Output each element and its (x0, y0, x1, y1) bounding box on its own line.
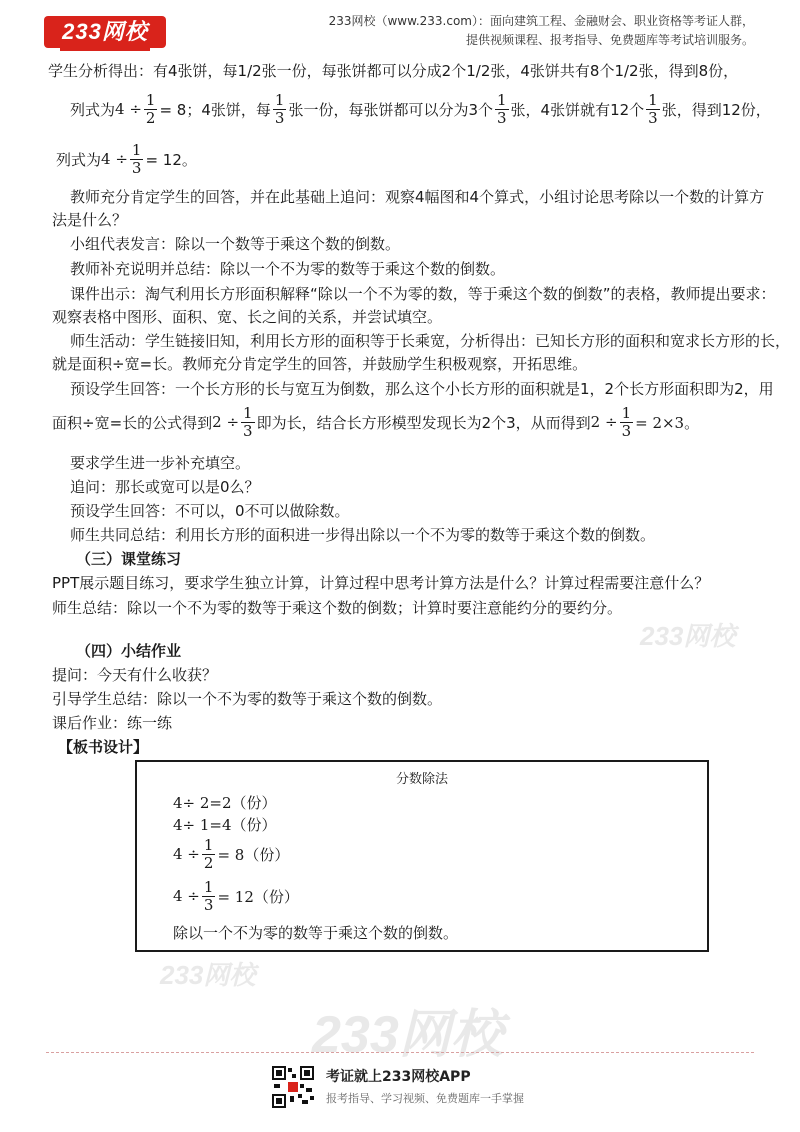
board-line: 4÷ 1=4（份） (173, 816, 277, 834)
numerator: 1 (145, 90, 156, 109)
fraction (202, 879, 216, 914)
paragraph: 师生活动：学生链接旧知，利用长方形的面积等于长乘宽，分析得出：已知长方形的面积和宽求长方形的长， (70, 332, 791, 350)
section-heading: （四）小结作业 (76, 642, 182, 660)
header-text-line2: 提供视频课程、报考指导、免费题库等考试培训服务。 (465, 33, 754, 47)
fraction (495, 92, 509, 127)
numerator: 1 (496, 90, 507, 109)
math-expr: 2 ÷ (212, 413, 240, 431)
denominator: 3 (243, 421, 253, 440)
board-design-box (135, 760, 709, 952)
logo-underline (60, 48, 150, 51)
section-heading: （三）课堂练习 (76, 550, 182, 568)
math-paragraph (70, 92, 771, 126)
board-line: 除以一个不为零的数等于乘这个数的倒数。 (173, 924, 459, 942)
numerator: 1 (243, 403, 253, 422)
qr-code-icon[interactable] (272, 1066, 314, 1108)
denominator: 3 (131, 158, 142, 177)
math-expr: 2 ÷ (590, 413, 618, 431)
fraction (130, 142, 144, 177)
math-expr: 4 ÷ (173, 887, 200, 905)
paragraph: 观察表格中图形、面积、宽、长之间的关系，并尝试填空。 (52, 308, 443, 326)
paragraph: 要求学生进一步补充填空。 (70, 454, 251, 472)
denominator: 3 (274, 108, 285, 127)
paragraph: 教师补充说明并总结：除以一个不为零的数等于乘这个数的倒数。 (70, 260, 506, 278)
text: = 12。 (145, 150, 197, 169)
text: 张，得到12份， (661, 100, 771, 119)
board-title: 分数除法 (395, 772, 448, 787)
text: 张一份，每张饼都可以分为3个 (288, 100, 493, 119)
denominator: 2 (203, 853, 214, 872)
denominator: 3 (496, 108, 507, 127)
paragraph: 预设学生回答：一个长方形的长与宽互为倒数，那么这个小长方形的面积就是1，2个长方形面积即为2，用 (70, 380, 774, 398)
math-expr: 4 ÷ (173, 845, 200, 863)
watermark-logo: 233网校 (640, 621, 736, 651)
paragraph: 追问：那长或宽可以是0么？ (70, 478, 260, 496)
paragraph: 学生分析得出：有4张饼，每1/2张一份，每张饼都可以分成2个1/2张，4张饼共有8个1/2张，得到8份， (48, 62, 739, 80)
paragraph: 就是面积÷宽=长。教师充分肯定学生的回答，并鼓励学生积极观察，开拓思维。 (52, 355, 588, 373)
fraction (620, 405, 634, 440)
numerator: 1 (621, 403, 632, 422)
fraction (144, 92, 158, 127)
board-math-line (173, 834, 289, 874)
math-expr: = 8（份） (217, 845, 290, 864)
paragraph: PPT展示题目练习，要求学生独立计算，计算过程中思考计算方法是什么？计算过程需要注意什么？ (52, 574, 710, 592)
paragraph: 预设学生回答：不可以，0不可以做除数。 (70, 502, 350, 520)
paragraph: 教师充分肯定学生的回答，并在此基础上追问：观察4幅图和4个算式，小组讨论思考除以一个数的计算方 (70, 188, 765, 206)
paragraph: 小组代表发言：除以一个数等于乘这个数的倒数。 (70, 235, 401, 253)
watermark-logo: 233网校 (160, 960, 256, 990)
fraction (273, 92, 287, 127)
header-text-line1: 233网校（www.233.com）：面向建筑工程、金融财会、职业资格等考证人群， (328, 14, 754, 28)
denominator: 2 (145, 108, 156, 127)
math-expr: = 2×3。 (635, 413, 700, 432)
numerator: 1 (203, 877, 214, 896)
text: 张，4张饼就有12个 (510, 100, 645, 119)
text: 即为长，结合长方形模型发现长为2个3，从而得到 (256, 413, 591, 432)
fraction (241, 405, 255, 440)
text: 面积÷宽=长的公式得到 (52, 413, 213, 432)
footer-subtitle: 报考指导、学习视频、免费题库一手掌握 (326, 1092, 524, 1105)
math-paragraph (56, 142, 197, 176)
numerator: 1 (274, 90, 285, 109)
numerator: 1 (203, 835, 214, 854)
paragraph: 提问：今天有什么收获？ (52, 666, 218, 684)
paragraph: 课后作业：练一练 (52, 714, 173, 732)
text: 列式为 (70, 100, 116, 119)
numerator: 1 (131, 140, 142, 159)
fraction (646, 92, 660, 127)
math-expr: 4 ÷ (101, 150, 128, 168)
board-math-line (173, 876, 299, 916)
denominator: 3 (648, 108, 658, 127)
brand-logo: 233网校 (44, 16, 166, 48)
watermark-logo-large: 233网校 (312, 1006, 503, 1064)
text: 列式为 (56, 150, 102, 169)
denominator: 3 (621, 421, 632, 440)
board-design-heading: 【板书设计】 (58, 738, 149, 756)
numerator: 1 (648, 90, 658, 109)
footer-divider (46, 1052, 754, 1053)
math-expr: = 12（份） (217, 887, 299, 906)
paragraph: 师生共同总结：利用长方形的面积进一步得出除以一个不为零的数等于乘这个数的倒数。 (70, 526, 656, 544)
text: = 8；4张饼，每 (159, 100, 271, 119)
paragraph: 法是什么？ (52, 211, 128, 229)
math-paragraph (52, 404, 699, 440)
paragraph: 师生总结：除以一个不为零的数等于乘这个数的倒数；计算时要注意能约分的要约分。 (52, 599, 623, 617)
math-expr: 4 ÷ (115, 100, 142, 118)
footer-title: 考证就上233网校APP (326, 1069, 471, 1085)
board-line: 4÷ 2=2（份） (173, 794, 277, 812)
paragraph: 引导学生总结：除以一个不为零的数等于乘这个数的倒数。 (52, 690, 443, 708)
fraction (202, 837, 216, 872)
denominator: 3 (203, 895, 214, 914)
paragraph: 课件出示：淘气利用长方形面积解释“除以一个不为零的数，等于乘这个数的倒数”的表格，教师提出要求： (70, 285, 776, 303)
